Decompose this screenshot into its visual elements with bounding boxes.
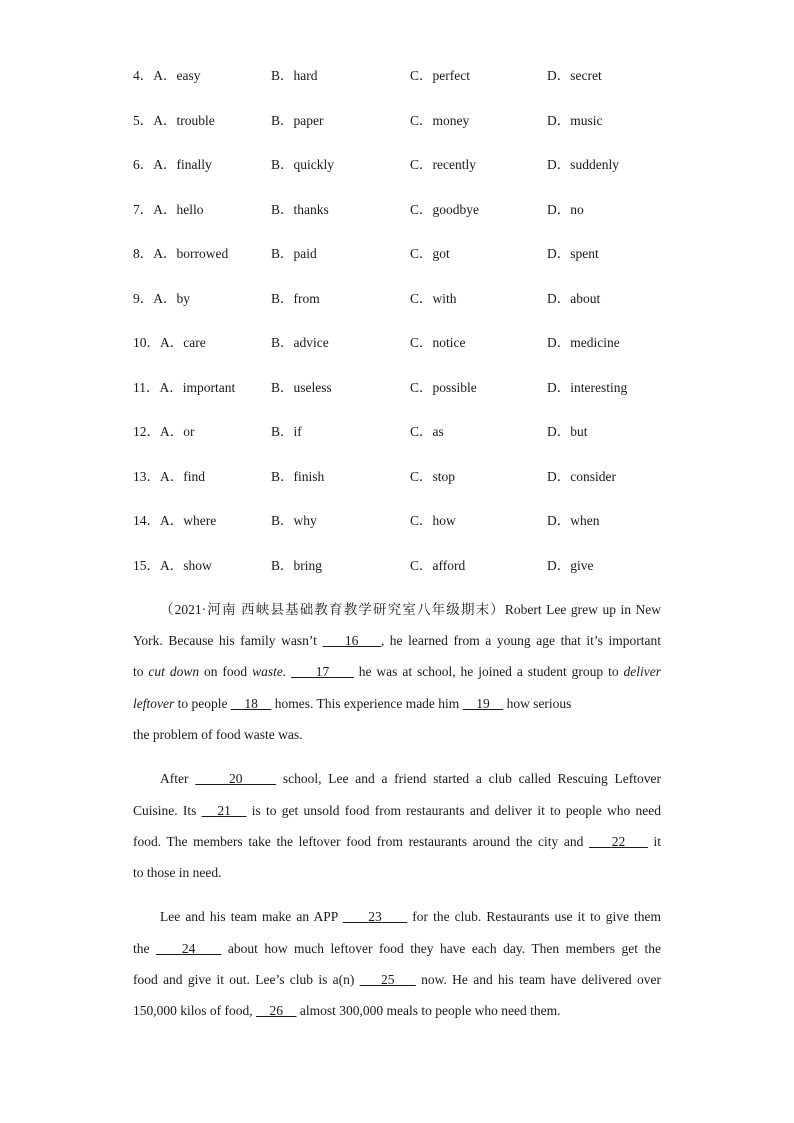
choice-d[interactable]: D．secret	[547, 68, 602, 83]
para1-line-4: leftover to people 18 homes. This experience made him 19 how serious	[133, 696, 572, 711]
blank-18[interactable]: 18	[244, 696, 258, 711]
blank-17[interactable]: 17	[315, 664, 330, 679]
choice-d[interactable]: D．consider	[547, 469, 616, 484]
choice-c[interactable]: C．how	[410, 513, 456, 528]
para1-line-5: the problem of food waste was.	[133, 727, 303, 742]
choice-c[interactable]: C．money	[410, 113, 470, 128]
choice-d[interactable]: D．no	[547, 202, 584, 217]
choice-d[interactable]: D．spent	[547, 246, 599, 261]
choice-b[interactable]: B．from	[271, 291, 320, 306]
choice-d[interactable]: D．when	[547, 513, 600, 528]
para1-line-1: （2021·河南 西峡县基础教育教学研究室八年级期末）Robert Lee grew up in New	[133, 600, 661, 620]
choice-a[interactable]: 4．A．easy	[133, 68, 201, 83]
choice-c[interactable]: C．with	[410, 291, 457, 306]
para1-line-2: York. Because his family wasn’t 16 , he learned from a young age that it’s important	[133, 633, 662, 648]
para2-line-2: Cuisine. Its 21 is to get unsold food from restaurants and deliver it to people who need	[133, 803, 662, 818]
blank-23[interactable]: 23	[368, 909, 382, 924]
para2-line-1: After 20 school, Lee and a friend started a club called Rescuing Leftover	[160, 771, 662, 786]
choice-d[interactable]: D．give	[547, 558, 594, 573]
choice-b[interactable]: B．useless	[271, 380, 332, 395]
choice-a[interactable]: 9．A．by	[133, 291, 190, 306]
choice-c[interactable]: C．stop	[410, 469, 456, 484]
choice-a[interactable]: 10．A．care	[133, 335, 206, 350]
choice-b[interactable]: B．finish	[271, 469, 325, 484]
choice-a[interactable]: 8．A．borrowed	[133, 246, 229, 261]
choice-c[interactable]: C．as	[410, 424, 444, 439]
para3-line-2: the 24 about how much leftover food they have each day. Then members get the	[133, 941, 662, 956]
choice-d[interactable]: D．suddenly	[547, 157, 619, 172]
choice-a[interactable]: 6．A．finally	[133, 157, 212, 172]
blank-20[interactable]: 20	[228, 771, 243, 786]
choice-c[interactable]: C．perfect	[410, 68, 470, 83]
choice-b[interactable]: B．bring	[271, 558, 323, 573]
choice-b[interactable]: B．paid	[271, 246, 317, 261]
para2-line-3: food. The members take the leftover food from restaurants around the city and 22 it	[133, 834, 662, 849]
choice-c[interactable]: C．goodbye	[410, 202, 479, 217]
choice-b[interactable]: B．why	[271, 513, 317, 528]
choice-a[interactable]: 14．A．where	[133, 513, 217, 528]
choice-b[interactable]: B．if	[271, 424, 302, 439]
para3-line-4: 150,000 kilos of food, 26 almost 300,000 meals to people who need them.	[133, 1003, 561, 1018]
para1-line-3: to cut down on food waste. 17 he was at school, he joined a student group to deliver	[133, 664, 661, 679]
choice-b[interactable]: B．thanks	[271, 202, 329, 217]
choice-a[interactable]: 13．A．find	[133, 469, 205, 484]
choice-b[interactable]: B．quickly	[271, 157, 334, 172]
choice-c[interactable]: C．recently	[410, 157, 476, 172]
choice-a[interactable]: 5．A．trouble	[133, 113, 215, 128]
choice-c[interactable]: C．notice	[410, 335, 466, 350]
choice-d[interactable]: D．music	[547, 113, 603, 128]
para2-line-4: to those in need.	[133, 865, 222, 880]
choice-d[interactable]: D．medicine	[547, 335, 620, 350]
choice-b[interactable]: B．paper	[271, 113, 324, 128]
choice-d[interactable]: D．about	[547, 291, 601, 306]
choice-c[interactable]: C．afford	[410, 558, 466, 573]
para3-line-1: Lee and his team make an APP 23 for the club. Restaurants use it to give them	[160, 909, 662, 924]
choice-c[interactable]: C．possible	[410, 380, 477, 395]
choice-a[interactable]: 7．A．hello	[133, 202, 204, 217]
blank-19[interactable]: 19	[476, 696, 490, 711]
choice-a[interactable]: 15．A．show	[133, 558, 212, 573]
choice-d[interactable]: D．interesting	[547, 380, 628, 395]
choice-b[interactable]: B．advice	[271, 335, 329, 350]
choice-a[interactable]: 11．A．important	[133, 380, 236, 395]
blank-26[interactable]: 26	[269, 1003, 283, 1018]
blank-25[interactable]: 25	[380, 972, 395, 987]
blank-22[interactable]: 22	[611, 834, 626, 849]
blank-21[interactable]: 21	[217, 803, 231, 818]
choice-c[interactable]: C．got	[410, 246, 450, 261]
choice-a[interactable]: 12．A．or	[133, 424, 195, 439]
blank-24[interactable]: 24	[181, 941, 196, 956]
para3-line-3: food and give it out. Lee’s club is a(n) 25 now. He and his team have delivered over	[133, 972, 661, 987]
source-citation: （2021·河南 西峡县基础教育教学研究室八年级期末）	[160, 602, 505, 617]
choice-d[interactable]: D．but	[547, 424, 588, 439]
blank-16[interactable]: 16	[344, 633, 359, 648]
choice-b[interactable]: B．hard	[271, 68, 318, 83]
